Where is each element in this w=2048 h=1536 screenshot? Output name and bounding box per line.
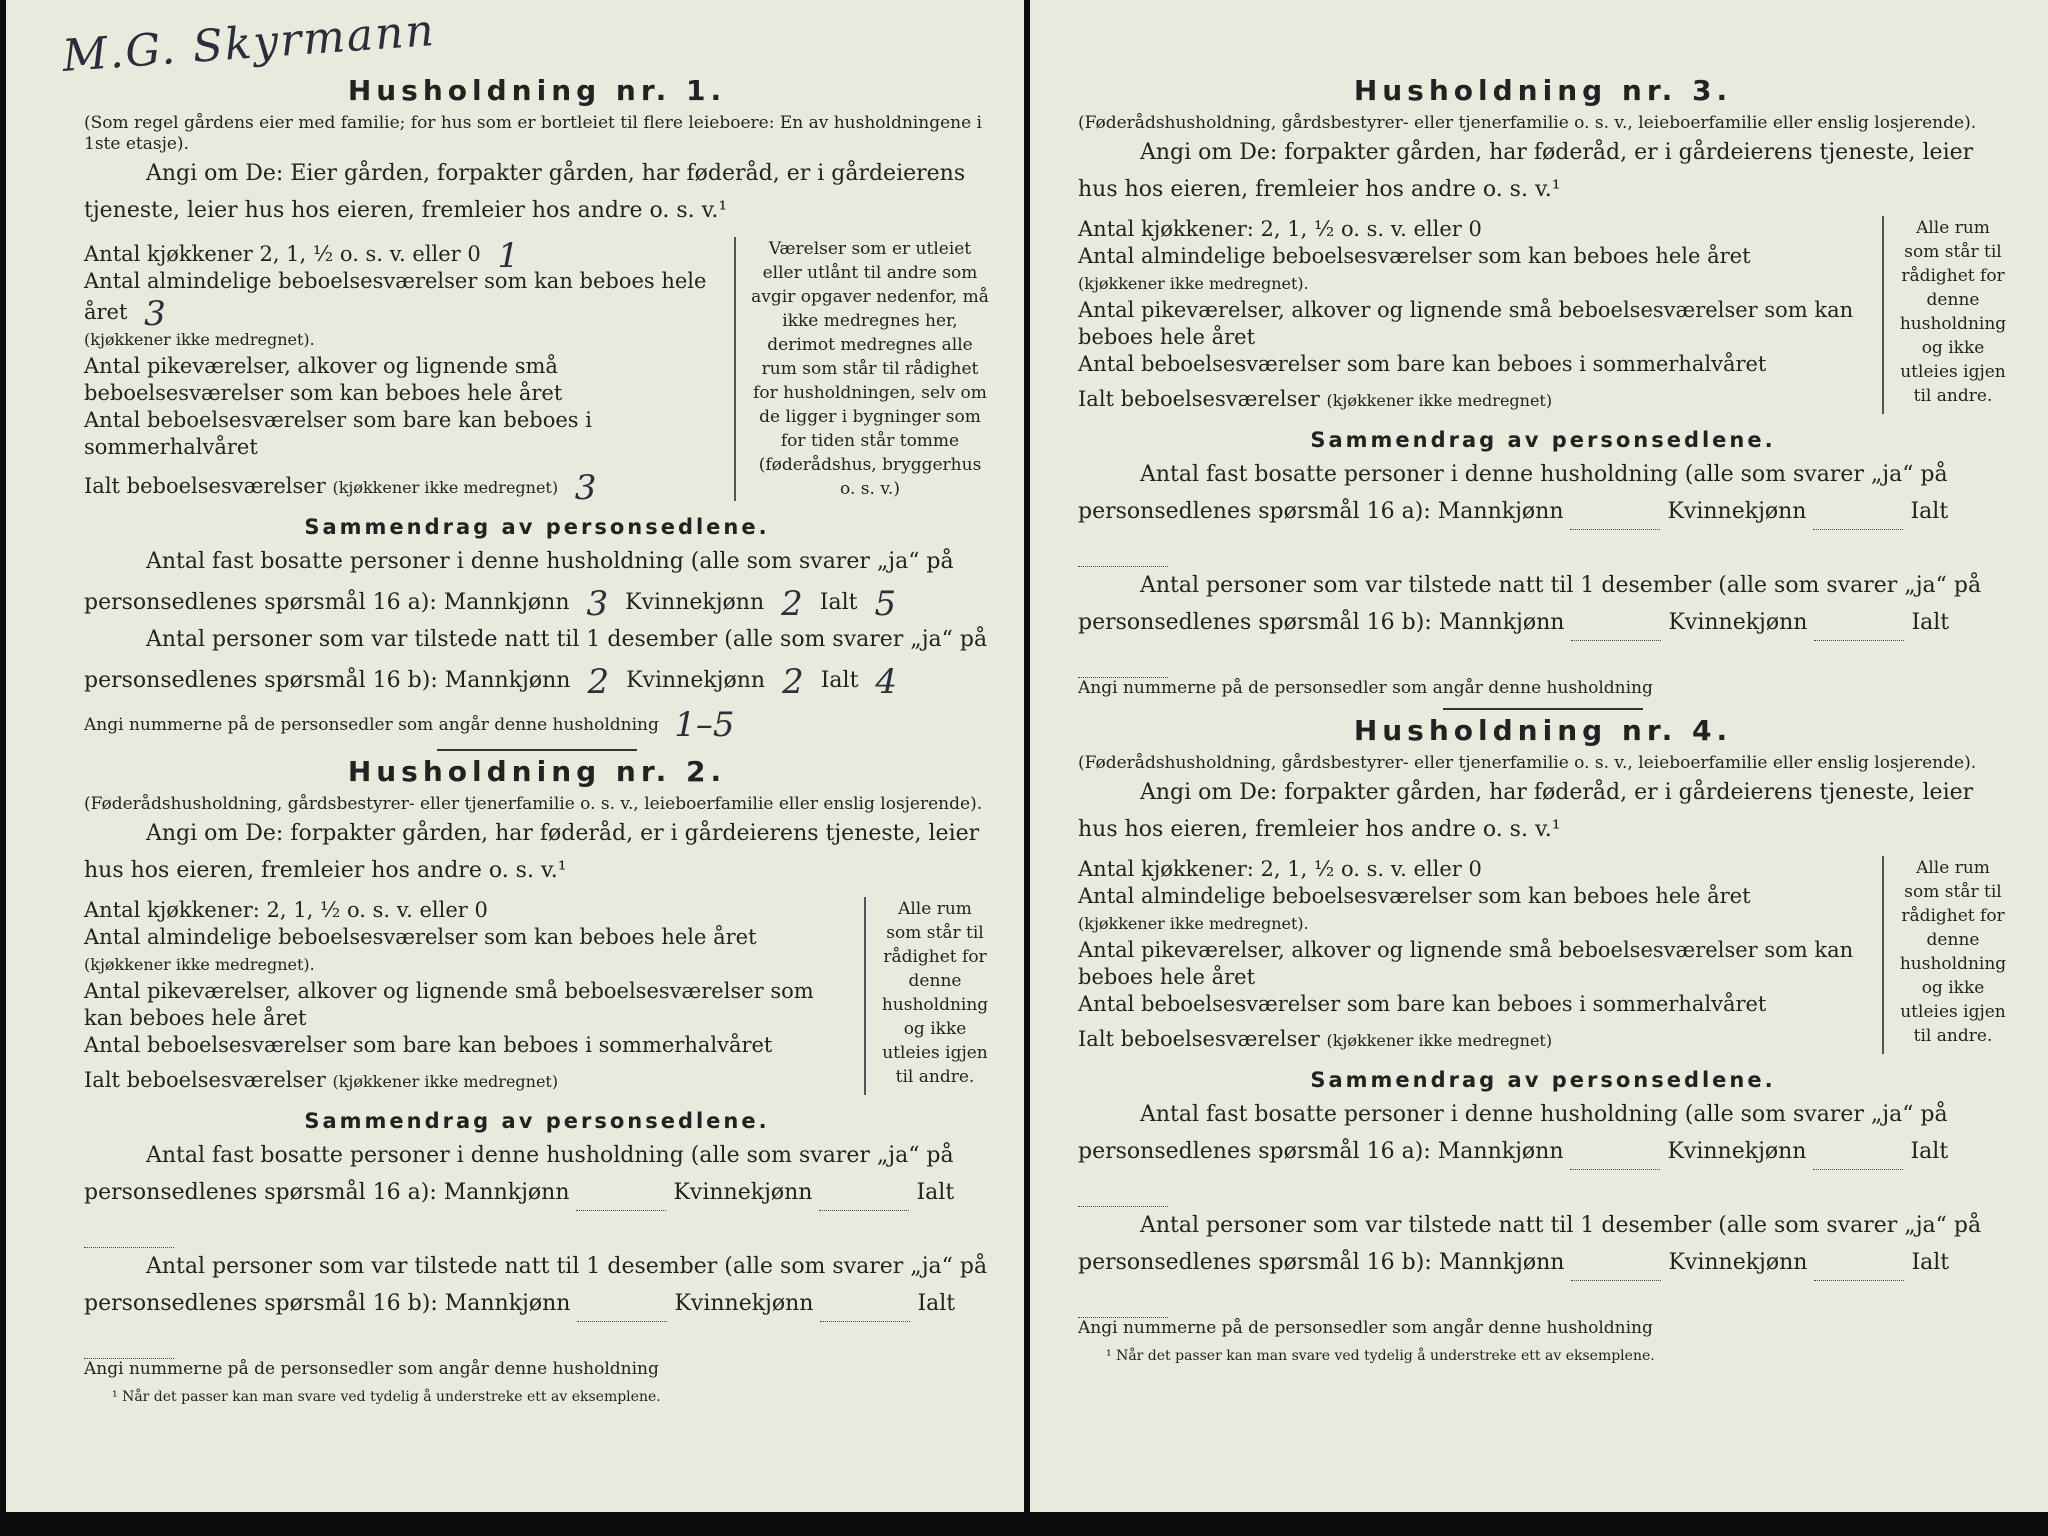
household-1-nummerne[interactable] <box>84 699 990 745</box>
q16a-kvinne[interactable] <box>1813 1145 1903 1170</box>
q16b-ialt-label: Ialt <box>820 668 859 693</box>
household-1-room-items <box>84 236 722 508</box>
q16b-kvinne[interactable] <box>1814 616 1904 641</box>
household-3 <box>1078 74 2008 710</box>
ialt-small: (kjøkkener ikke medregnet) <box>1326 391 1553 410</box>
left-page <box>6 0 1024 1512</box>
household-1-angi: Angi om De: Eier gården, forpakter gården, har føderåd, er i gårdeierens tjeneste, leier hus hos eieren, fremleier hos andre o. s. v.¹ <box>84 161 966 223</box>
q16b-kvinne[interactable] <box>1814 1256 1904 1281</box>
household-2-nummerne[interactable]: Angi nummerne på de personsedler som angår denne husholdning <box>84 1359 659 1379</box>
q16a-kvinne-label: Kvinnekjønn <box>1667 1139 1807 1164</box>
household-2-rooms <box>84 897 990 1095</box>
household-2-room-items <box>84 897 852 1095</box>
alm-value: 3 <box>144 294 166 334</box>
household-3-summary-title: Sammendrag av personsedlene. <box>1310 428 1776 452</box>
q16a-ialt[interactable] <box>1078 1182 1168 1207</box>
q16b-ialt-label: Ialt <box>1911 1250 1950 1275</box>
q16b-ialt[interactable] <box>1078 653 1168 678</box>
q16b-ialt[interactable] <box>84 1334 174 1359</box>
household-2-title: Husholdning nr. 2. <box>347 755 727 788</box>
household-1-rooms <box>84 236 990 508</box>
q16b-ialt-label: Ialt <box>917 1291 956 1316</box>
household-2-note: (Føderådshusholdning, gårdsbestyrer- eller tjenerfamilie o. s. v., leieboerfamilie eller enslig losjerende). <box>84 794 983 814</box>
q16a-kvinne-label: Kvinnekjønn <box>625 590 765 615</box>
q16b-label: Antal personer som var tilstede natt til 1 desember (alle som svarer „ja“ på personsedlenes spørsmål 16 b): Mannkjønn <box>1078 573 1982 635</box>
q16a-mann[interactable] <box>1570 505 1660 530</box>
household-4 <box>1078 714 2008 1364</box>
q16b-kvinne-label: Kvinnekjønn <box>674 1291 814 1316</box>
household-1-summary-title: Sammendrag av personsedlene. <box>304 515 770 539</box>
q16b-label: Antal personer som var tilstede natt til 1 desember (alle som svarer „ja“ på personsedlenes spørsmål 16 b): Mannkjønn <box>84 1254 988 1316</box>
household-2-q16b <box>84 1248 990 1359</box>
household-2 <box>84 755 990 1405</box>
q16a-ialt-label: Ialt <box>916 1180 955 1205</box>
ialt-field[interactable] <box>1078 1026 1870 1054</box>
q16b-mann[interactable]: 2 <box>587 662 610 702</box>
q16b-label: Antal personer som var tilstede natt til 1 desember (alle som svarer „ja“ på personsedlenes spørsmål 16 b): Mannkjønn <box>84 627 988 693</box>
q16a-label: Antal fast bosatte personer i denne husholdning (alle som svarer „ja“ på personsedlenes spørsmål 16 a): Mannkjønn <box>84 1143 954 1205</box>
q16b-mann[interactable] <box>1571 1256 1661 1281</box>
q16a-ialt[interactable] <box>84 1223 174 1248</box>
alm-label: Antal almindelige beboelsesværelser som kan beboes hele året <box>84 269 707 324</box>
household-3-q16b <box>1078 567 2008 678</box>
household-3-angi: Angi om De: forpakter gården, har føderåd, er i gårdeierens tjeneste, leier hus hos eieren, fremleier hos andre o. s. v.¹ <box>1078 140 1974 202</box>
household-3-q16a <box>1078 456 2008 567</box>
ialt-label: Ialt beboelsesværelser <box>84 1068 326 1092</box>
sommer-field[interactable]: Antal beboelsesværelser som bare kan beboes i sommerhalvåret <box>1078 352 1767 376</box>
footnote: ¹ Når det passer kan man svare ved tydelig å understreke ett av eksemplene. <box>1106 1348 1655 1364</box>
sommer-field[interactable]: Antal beboelsesværelser som bare kan beboes i sommerhalvåret <box>1078 992 1767 1016</box>
pike-field[interactable]: Antal pikeværelser, alkover og lignende små beboelsesværelser som kan beboes hele året <box>1078 298 1854 349</box>
sommer-field[interactable]: Antal beboelsesværelser som bare kan beboes i sommerhalvåret <box>84 1033 773 1057</box>
alm-field[interactable]: Antal almindelige beboelsesværelser som kan beboes hele året <box>84 925 757 949</box>
q16a-kvinne-label: Kvinnekjønn <box>673 1180 813 1205</box>
household-2-summary-title: Sammendrag av personsedlene. <box>304 1109 770 1133</box>
kjokkener-field[interactable]: Antal kjøkkener: 2, 1, ½ o. s. v. eller 0 <box>84 898 488 922</box>
nummerne-value: 1–5 <box>674 705 735 745</box>
alm-field[interactable]: Antal almindelige beboelsesværelser som kan beboes hele året <box>1078 244 1751 268</box>
household-4-angi: Angi om De: forpakter gården, har føderåd, er i gårdeierens tjeneste, leier hus hos eieren, fremleier hos andre o. s. v.¹ <box>1078 780 1974 842</box>
q16b-kvinne[interactable]: 2 <box>782 662 804 702</box>
q16b-ialt[interactable]: 4 <box>875 662 898 702</box>
q16a-label: Antal fast bosatte personer i denne husholdning (alle som svarer „ja“ på personsedlenes spørsmål 16 a): Mannkjønn <box>1078 1102 1948 1164</box>
q16a-kvinne-label: Kvinnekjønn <box>1667 499 1807 524</box>
q16a-mann[interactable] <box>1570 1145 1660 1170</box>
pike-field[interactable]: Antal pikeværelser, alkover og lignende små beboelsesværelser som kan beboes hele året <box>1078 938 1854 989</box>
q16a-kvinne[interactable]: 2 <box>781 584 803 624</box>
kjokkener-field[interactable] <box>84 236 722 276</box>
q16a-ialt[interactable]: 5 <box>874 584 897 624</box>
right-page <box>1030 0 2048 1512</box>
ialt-small: (kjøkkener ikke medregnet) <box>332 1072 559 1091</box>
q16b-kvinne-label: Kvinnekjønn <box>626 668 766 693</box>
ialt-field[interactable] <box>84 1067 852 1095</box>
household-2-angi: Angi om De: forpakter gården, har føderåd, er i gårdeierens tjeneste, leier hus hos eieren, fremleier hos andre o. s. v.¹ <box>84 821 980 883</box>
household-4-title: Husholdning nr. 4. <box>1353 714 1733 747</box>
ialt-label: Ialt beboelsesværelser <box>84 474 326 498</box>
ialt-small: (kjøkkener ikke medregnet) <box>1326 1031 1553 1050</box>
household-4-side-note: Alle rum som står til rådighet for denne husholdning og ikke utleies igjen til andre. <box>1882 856 2008 1054</box>
household-2-side-note: Alle rum som står til rådighet for denne husholdning og ikke utleies igjen til andre. <box>864 897 990 1095</box>
handwritten-signature: M.G. Skyrmann <box>60 5 438 82</box>
household-1 <box>84 74 990 751</box>
household-3-rooms <box>1078 216 2008 414</box>
alm-field[interactable] <box>84 268 722 334</box>
q16b-ialt-label: Ialt <box>1911 610 1950 635</box>
q16a-ialt[interactable] <box>1078 542 1168 567</box>
household-2-q16a <box>84 1137 990 1248</box>
q16a-ialt-label: Ialt <box>819 590 858 615</box>
kjokkener-value: 1 <box>497 236 520 276</box>
sommer-field[interactable]: Antal beboelsesværelser som bare kan beboes i sommerhalvåret <box>84 408 592 459</box>
ialt-label: Ialt beboelsesværelser <box>1078 1027 1320 1051</box>
household-4-nummerne[interactable]: Angi nummerne på de personsedler som angår denne husholdning <box>1078 1318 1653 1338</box>
q16a-mann[interactable] <box>576 1186 666 1211</box>
household-3-side-note: Alle rum som står til rådighet for denne husholdning og ikke utleies igjen til andre. <box>1882 216 2008 414</box>
alm-small: (kjøkkener ikke medregnet). <box>84 330 315 349</box>
household-4-rooms <box>1078 856 2008 1054</box>
household-4-summary-title: Sammendrag av personsedlene. <box>1310 1068 1776 1092</box>
q16a-kvinne[interactable] <box>1813 505 1903 530</box>
kjokkener-field[interactable]: Antal kjøkkener: 2, 1, ½ o. s. v. eller 0 <box>1078 857 1482 881</box>
ialt-value: 3 <box>574 468 597 508</box>
pike-field[interactable]: Antal pikeværelser, alkover og lignende små beboelsesværelser som kan beboes hele året <box>84 979 814 1030</box>
q16a-label: Antal fast bosatte personer i denne husholdning (alle som svarer „ja“ på personsedlenes spørsmål 16 a): Mannkjønn <box>84 549 954 615</box>
ialt-field[interactable] <box>1078 386 1870 414</box>
household-4-note: (Føderådshusholdning, gårdsbestyrer- eller tjenerfamilie o. s. v., leieboerfamilie eller enslig losjerende). <box>1078 753 1977 773</box>
household-4-q16b <box>1078 1207 2008 1318</box>
kjokkener-field[interactable]: Antal kjøkkener: 2, 1, ½ o. s. v. eller 0 <box>1078 217 1482 241</box>
household-3-note: (Føderådshusholdning, gårdsbestyrer- eller tjenerfamilie o. s. v., leieboerfamilie eller enslig losjerende). <box>1078 113 1977 133</box>
separator <box>1443 708 1643 710</box>
ialt-small: (kjøkkener ikke medregnet) <box>332 478 559 497</box>
ialt-label: Ialt beboelsesværelser <box>1078 387 1320 411</box>
q16b-mann[interactable] <box>577 1297 667 1322</box>
q16b-kvinne-label: Kvinnekjønn <box>1668 1250 1808 1275</box>
q16b-ialt[interactable] <box>1078 1293 1168 1318</box>
alm-small: (kjøkkener ikke medregnet). <box>1078 914 1309 933</box>
household-4-q16a <box>1078 1096 2008 1207</box>
footnote: ¹ Når det passer kan man svare ved tydelig å understreke ett av eksemplene. <box>112 1389 661 1405</box>
q16b-label: Antal personer som var tilstede natt til 1 desember (alle som svarer „ja“ på personsedlenes spørsmål 16 b): Mannkjønn <box>1078 1213 1982 1275</box>
household-1-side-note: Værelser som er utleiet eller utlånt til andre som avgir opgaver nedenfor, må ikke medregnes her, derimot medregnes alle rum som står til rådighet for husholdningen, selv om de ligger i bygninger som for tiden står tomme (føderådshus, bryggerhus o. s. v.) <box>734 237 990 501</box>
household-4-room-items <box>1078 856 1870 1054</box>
q16a-label: Antal fast bosatte personer i denne husholdning (alle som svarer „ja“ på personsedlenes spørsmål 16 a): Mannkjønn <box>1078 462 1948 524</box>
pike-field[interactable]: Antal pikeværelser, alkover og lignende små beboelsesværelser som kan beboes hele året <box>84 354 563 405</box>
alm-small: (kjøkkener ikke medregnet). <box>84 955 315 974</box>
q16a-ialt-label: Ialt <box>1910 1139 1949 1164</box>
household-3-title: Husholdning nr. 3. <box>1353 74 1733 107</box>
kjokkener-label: Antal kjøkkener 2, 1, ½ o. s. v. eller 0 <box>84 242 481 266</box>
q16a-ialt-label: Ialt <box>1910 499 1949 524</box>
household-3-room-items <box>1078 216 1870 414</box>
q16b-kvinne-label: Kvinnekjønn <box>1668 610 1808 635</box>
separator <box>437 749 637 751</box>
household-1-q16a <box>84 543 990 624</box>
ialt-field[interactable] <box>84 468 722 508</box>
q16a-kvinne[interactable] <box>819 1186 909 1211</box>
household-1-note: (Som regel gårdens eier med familie; for hus som er bortleiet til flere leieboere: En av husholdningene i 1ste etasje). <box>84 113 982 154</box>
household-3-nummerne[interactable]: Angi nummerne på de personsedler som angår denne husholdning <box>1078 678 1653 698</box>
nummerne-label: Angi nummerne på de personsedler som angår denne husholdning <box>84 715 659 735</box>
household-1-q16b <box>84 621 990 702</box>
alm-field[interactable]: Antal almindelige beboelsesværelser som kan beboes hele året <box>1078 884 1751 908</box>
alm-small: (kjøkkener ikke medregnet). <box>1078 274 1309 293</box>
q16a-mann[interactable]: 3 <box>586 584 609 624</box>
q16b-kvinne[interactable] <box>820 1297 910 1322</box>
q16b-mann[interactable] <box>1571 616 1661 641</box>
household-1-title: Husholdning nr. 1. <box>347 74 727 107</box>
